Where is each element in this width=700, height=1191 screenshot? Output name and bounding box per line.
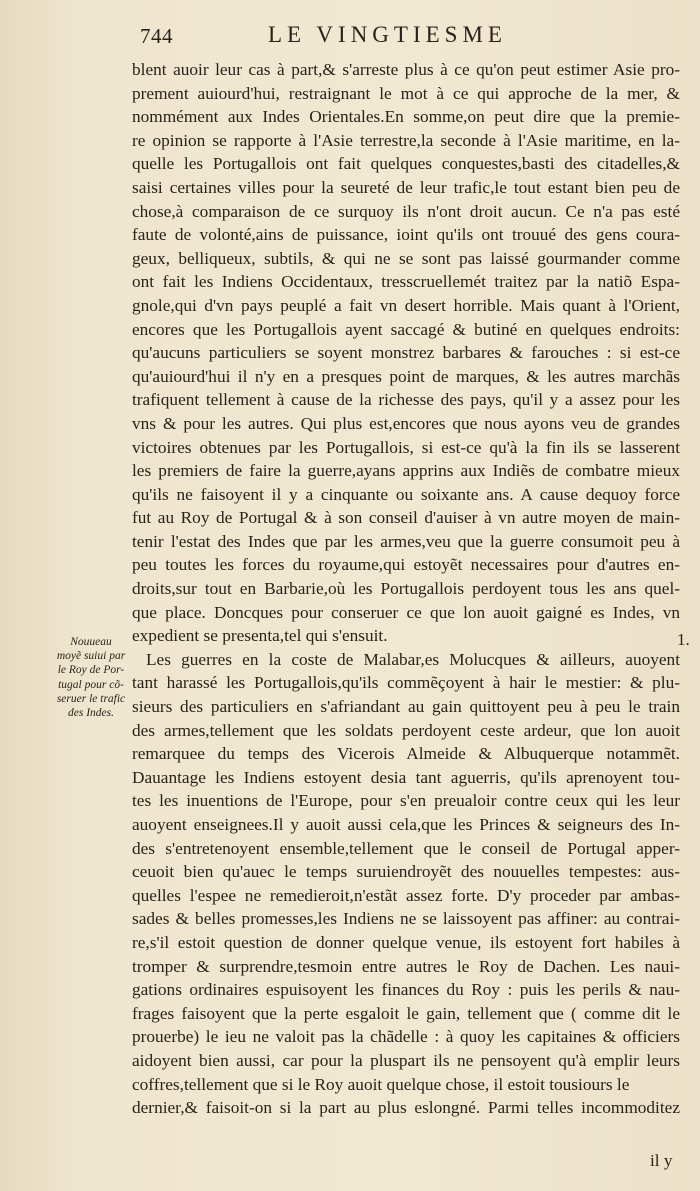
section-marker: 1. (677, 630, 690, 649)
text-line: frages faisoyent que la perte esgaloit le gain, tellement que ( comme dit le (132, 1003, 680, 1023)
text-line: tromper & surprendre,tesmoin entre autres le Roy de Dachen. Les naui- (132, 956, 680, 976)
text-line: faute de volonté,ains de puissance, ioint qu'ils ont trouué des gens coura- (132, 225, 680, 245)
text-line: qu'ils ne faisoyent il y a cinquante ou soixante ans. A cause dequoy force (132, 484, 680, 504)
text-line: prouerbe) le ieu ne valoit pas la chãdelle : à quoy les capitaines & officiers (132, 1027, 680, 1047)
margin-note-line: tugal pour cõ- (58, 678, 124, 691)
text-line: dernier,& faisoit-on si la part au plus eslongné. Parmi telles incommoditez (132, 1098, 680, 1118)
text-line: tant harassé les Portugallois,qu'ils commẽçoyent à hair le mestier: & plu- (132, 673, 680, 693)
text-line: quelle les Portugallois ont fait quelques conquestes,basti des citadelles,& (132, 154, 680, 174)
text-line: sieurs des particuliers en s'afriandant au gain quittoyent peu à peu le train (132, 697, 680, 717)
text-line: coffres,tellement que si le Roy auoit quelque chose, il estoit tousiours le (132, 1074, 630, 1094)
text-line: qu'aucuns particuliers se soyent monstrez barbares & farouches : si est-ce (132, 343, 680, 363)
text-line: victoires obtenues par les Portugallois, si est-ce qu'à la fin ils se lasserent (132, 437, 680, 457)
text-line: gnole,qui d'vn pays peuplé a fait vn desert horrible. Mais quant à l'Orient, (132, 295, 680, 315)
text-line: tes les inuentions de l'Europe, pour s'en preualoir contre ceux qui les leur (132, 791, 680, 811)
text-line: fut au Roy de Portugal & à son conseil d'auiser à vn autre moyen de main- (132, 508, 680, 528)
margin-note-line: le Roy de Por- (57, 664, 125, 677)
text-line: nommément aux Indes Orientales.En somme,on peut dire que la premie- (132, 107, 680, 127)
margin-note-line: moyẽ suiui par (56, 650, 126, 663)
text-line: trafiquent tellement à cause de la richesse des pays, qu'il y a assez pour les (132, 390, 680, 410)
text-line: prement auiourd'hui, restraignant le mot à ce qui approche de la mer, & (132, 83, 680, 103)
margin-note-line: des Indes. (68, 707, 114, 720)
text-line: saisi certaines villes pour la seureté de leur trafic,le tout estant bien peu de (132, 177, 680, 197)
text-line: les premiers de faire la guerre,ayans apprins aux Indiẽs de combatre mieux (132, 461, 680, 481)
margin-note-line: Nouueau (70, 636, 112, 648)
text-line: ceuoit bien qu'auec le temps suruiendroyẽt des nouuelles tempestes: aus- (132, 862, 680, 882)
text-line: aidoyent bien aussi, car pour la pluspart ils ne pensoyent qu'à emplir leurs (132, 1050, 680, 1070)
body-text (132, 58, 680, 1120)
text-line: auoyent enseignees.Il y auoit aussi cela,que les Princes & seigneurs des In- (132, 815, 680, 834)
text-line: des s'entretenoyent ensemble,tellement que le conseil de Portugal apper- (132, 838, 680, 858)
text-line: expedient se presenta,tel qui s'ensuit. (132, 626, 388, 646)
page-header (140, 22, 680, 52)
text-line: chose,à comparaison de ce surquoy ils n'ont droit aucun. Ce n'a pas esté (132, 201, 680, 221)
text-line: Dauantage les Indiens estoyent desia tant aguerris, qu'ils aprenoyent tou- (132, 767, 680, 787)
text-line: gations ordinaires espuisoyent les finances du Roy : puis les perils & nau- (132, 980, 680, 1000)
catchword: il y (650, 1151, 673, 1170)
margin-note (52, 635, 130, 720)
text-line: tenir l'estat des Indes que par les armes,veu que la guerre consumoit peu à (132, 531, 680, 551)
text-line: qu'auiourd'hui il n'y en a presques point de marques, & les autres marchãs (132, 366, 680, 386)
text-line: re opinion se rapporte à l'Asie terrestre,la seconde à l'Asie maritime, en la- (132, 130, 680, 150)
text-line: peu toutes les forces du royaume,qui estoyẽt necessaires pour d'autres en- (132, 555, 680, 575)
text-line: geux, belliqueux, subtils, & qui ne se sont pas laissé gourmander comme (132, 248, 680, 268)
text-line: Les guerres en la coste de Malabar,es Molucques & ailleurs, auoyent (146, 649, 680, 669)
text-line: ont fait les Indiens Occidentaux, tresscruellemét traitez par la natiõ Espa- (132, 272, 680, 292)
running-head: LE VINGTIESME (268, 22, 507, 47)
page-number: 744 (140, 24, 173, 48)
text-line: quelles l'espee ne remedieroit,n'estãt assez forte. D'y proceder par ambas- (132, 885, 680, 905)
text-line: sades & belles promesses,les Indiens ne se laissoyent pas affiner: au contrai- (132, 909, 680, 929)
text-line: que place. Doncques pour conseruer ce que lon auoit gaigné es Indes, vn (132, 602, 680, 622)
text-line: remarquee du temps des Vicerois Almeide & Albuquerque notammẽt. (132, 744, 680, 764)
margin-note-line: seruer le trafic (56, 692, 126, 705)
text-line: re,s'il estoit question de donner quelque venue, ils estoyent fort habiles à (132, 932, 680, 952)
text-line: vns & pour les autres. Qui plus est,encores que nous ayons veu de grandes (132, 413, 680, 433)
text-line: droits,sur tout en Barbarie,où les Portugallois perdoyent tous les ans quel- (132, 579, 680, 599)
text-line: blent auoir leur cas à part,& s'arreste plus à ce qu'on peut estimer Asie pro- (132, 60, 680, 79)
text-line: des armes,tellement que les soldats perdoyent ceste ardeur, que lon auoit (132, 720, 680, 740)
text-line: encores que les Portugallois ayent saccagé & butiné en quelques endroits: (132, 319, 680, 339)
